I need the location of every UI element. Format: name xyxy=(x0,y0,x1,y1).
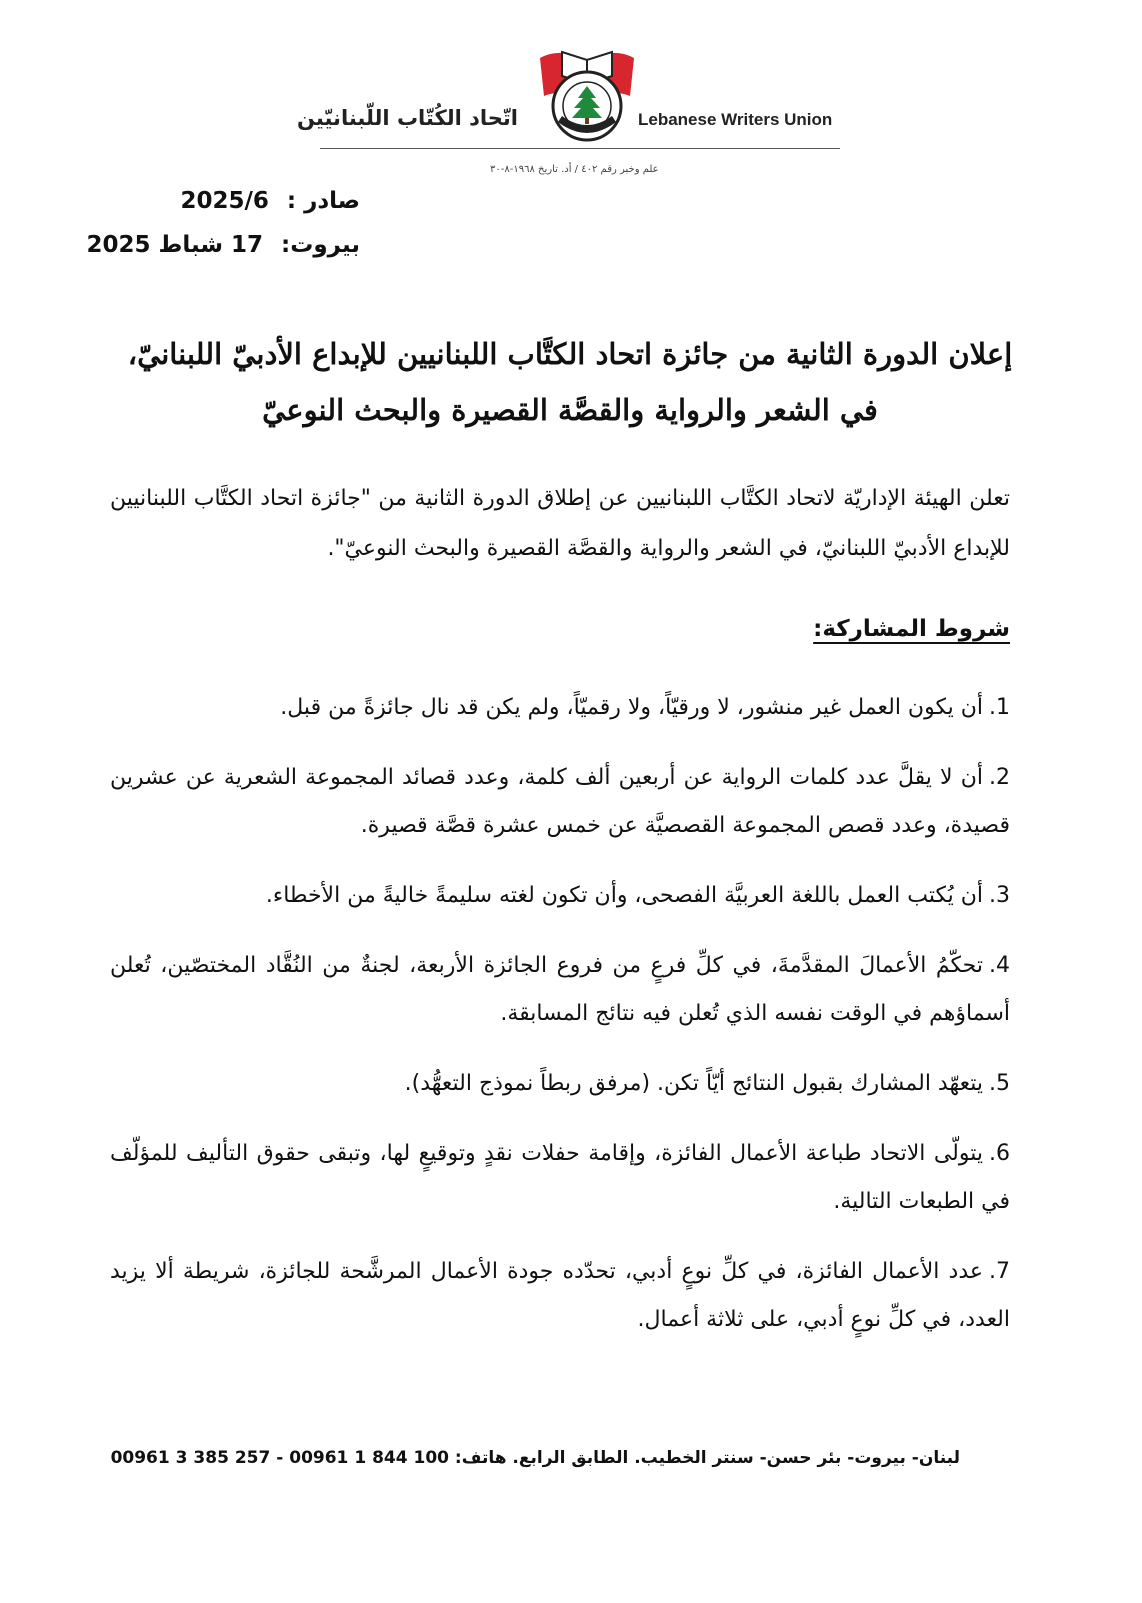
union-name-english: Lebanese Writers Union xyxy=(638,110,833,129)
union-logo xyxy=(532,36,642,146)
letterhead xyxy=(297,28,840,175)
reference-number xyxy=(130,188,360,214)
intro-paragraph: تعلن الهيئة الإداريّة لاتحاد الكتَّاب اللبنانيين عن إطلاق الدورة الثانية من "جائزة اتحاد الكتَّاب اللبنانيين للإبداع الأدبيّ اللبنانيّ، في الشعر والرواية والقصَّة القصيرة والبحث النوعيّ". xyxy=(110,486,1010,561)
reference-label: صادر : xyxy=(286,188,360,214)
date-label: بيروت: xyxy=(281,232,360,258)
union-name-arabic: اتّحاد الكُتّاب اللّبنانيّين xyxy=(297,106,518,130)
license-line: علم وخبر رقم ٤٠٢ / أد. تاريخ ١٩٦٨-٨-٣٠ xyxy=(490,164,659,175)
footer-address: لبنان- بيروت- بئر حسن- سنتر الخطيب. الطابق الرابع. هاتف: 100 844 1 00961 - 257 385 3 00961 xyxy=(110,1448,960,1468)
conditions-heading: شروط المشاركة: xyxy=(813,616,1010,642)
title-line-1: إعلان الدورة الثانية من جائزة اتحاد الكتَّاب اللبنانيين للإبداع الأدبيّ اللبنانيّ، xyxy=(127,337,1013,371)
announcement-title xyxy=(120,326,1020,438)
condition-item: 7.عدد الأعمال الفائزة، في كلِّ نوعٍ أدبي، تحدّده جودة الأعمال المرشَّحة للجائزة، شريطة ألا يزيد العدد، في كلِّ نوعٍ أدبي، على ثلاثة أعمال. xyxy=(110,1259,1010,1332)
condition-item: 3.أن يُكتب العمل باللغة العربيَّة الفصحى، وأن تكون لغته سليمةً خاليةً من الأخطاء. xyxy=(265,883,1010,908)
conditions-list xyxy=(110,684,1010,1366)
condition-item: 1.أن يكون العمل غير منشور، لا ورقيّاً، ولا رقميّاً، ولم يكن قد نال جائزةً من قبل. xyxy=(280,695,1010,720)
condition-item: 5.يتعهّد المشارك بقبول النتائج أيّاً تكن. (مرفق ربطاً نموذج التعهُّد). xyxy=(404,1071,1010,1096)
condition-item: 4.تحكّمُ الأعمالَ المقدَّمةَ، في كلِّ فرعٍ من فروع الجائزة الأربعة، لجنةٌ من النُقَّاد المختصّين، تُعلن أسماؤهم في الوقت نفسه الذي تُعلن فيه نتائج المسابقة. xyxy=(110,953,1010,1026)
condition-item: 2.أن لا يقلَّ عدد كلمات الرواية عن أربعين ألف كلمة، وعدد قصائد المجموعة الشعرية عن عشرين قصيدة، وعدد قصص المجموعة القصصيَّة عن خمس عشرة قصَّة قصيرة. xyxy=(110,765,1010,838)
reference-value: 2025/6 xyxy=(180,188,269,214)
letterhead-rule xyxy=(320,148,840,149)
issue-date xyxy=(86,232,360,258)
title-line-2: في الشعر والرواية والقصَّة القصيرة والبحث النوعيّ xyxy=(262,393,878,427)
date-value: 17 شباط 2025 xyxy=(86,232,264,258)
condition-item: 6.يتولّى الاتحاد طباعة الأعمال الفائزة، وإقامة حفلات نقدٍ وتوقيعٍ لها، وتبقى حقوق التأليف للمؤلّف في الطبعات التالية. xyxy=(110,1141,1010,1214)
